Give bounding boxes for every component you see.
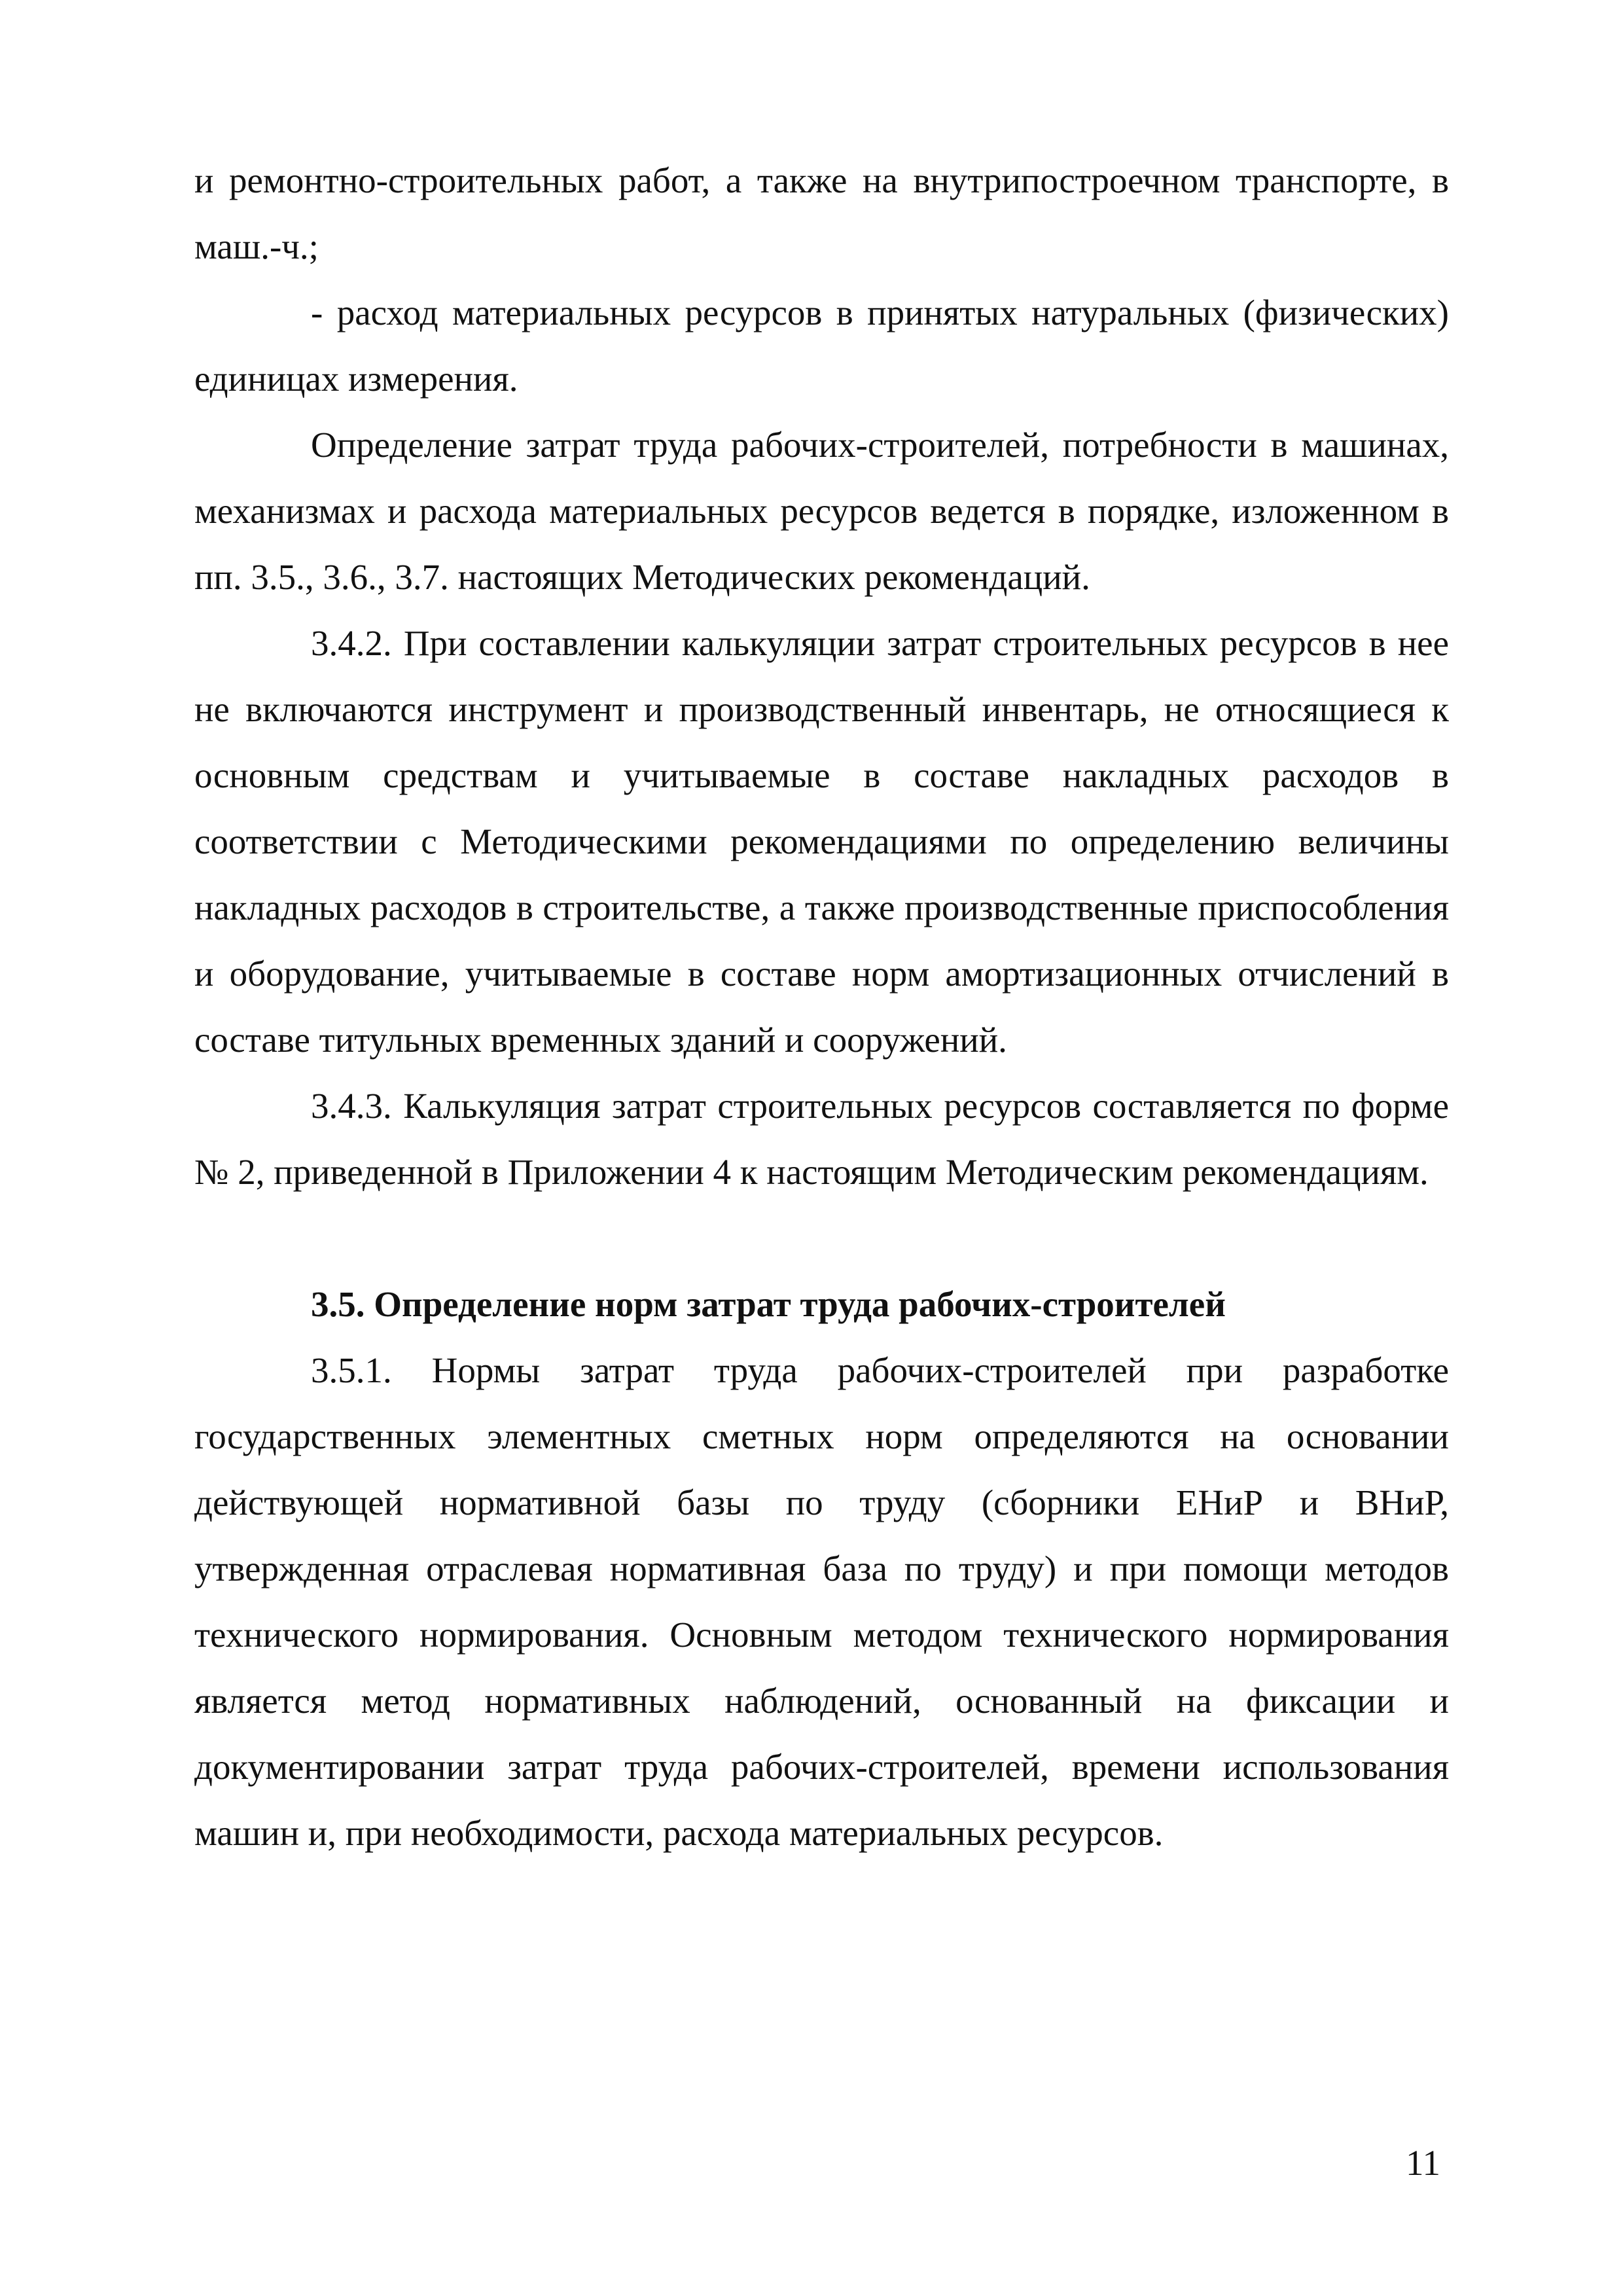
- paragraph-3-4-3: 3.4.3. Калькуляция затрат строительных ресурсов составляется по форме № 2, приведенной в Приложении 4 к настоящим Методическим рекомендациям.: [194, 1086, 1449, 1192]
- paragraph-3-5-1: 3.5.1. Нормы затрат труда рабочих-строителей при разработке государственных элементных сметных норм определяются на основании действующей нормативной базы по труду (сборники ЕНиР и ВНиР, утвержденная отраслевая нормативная база по труду) и при помощи методов технического нормирования. Основным методом технического нормирования является метод нормативных наблюдений, основанный на фиксации и документировании затрат труда рабочих-строителей, времени использования машин и, при необходимости, расхода материальных ресурсов.: [194, 1350, 1449, 1853]
- paragraph-definition: Определение затрат труда рабочих-строителей, потребности в машинах, механизмах и расхода материальных ресурсов ведется в порядке, изложенном в пп. 3.5., 3.6., 3.7. настоящих Методических рекомендаций.: [194, 425, 1449, 597]
- document-page: [194, 147, 1449, 1866]
- paragraph-continuation: и ремонтно-строительных работ, а также на внутрипостроечном транспорте, в маш.-ч.;: [194, 160, 1449, 266]
- page-number: 11: [1406, 2143, 1440, 2183]
- paragraph-bullet-materials: - расход материальных ресурсов в принятых натуральных (физических) единицах измерения.: [194, 293, 1449, 399]
- section-heading-3-5: 3.5. Определение норм затрат труда рабочих-строителей: [311, 1284, 1226, 1324]
- paragraph-3-4-2: 3.4.2. При составлении калькуляции затрат строительных ресурсов в нее не включаются инструмент и производственный инвентарь, не относящиеся к основным средствам и учитываемые в составе накладных расходов в соответствии с Методическими рекомендациями по определению величины накладных расходов в строительстве, а также производственные приспособления и оборудование, учитываемые в составе норм амортизационных отчислений в составе титульных временных зданий и сооружений.: [194, 623, 1449, 1060]
